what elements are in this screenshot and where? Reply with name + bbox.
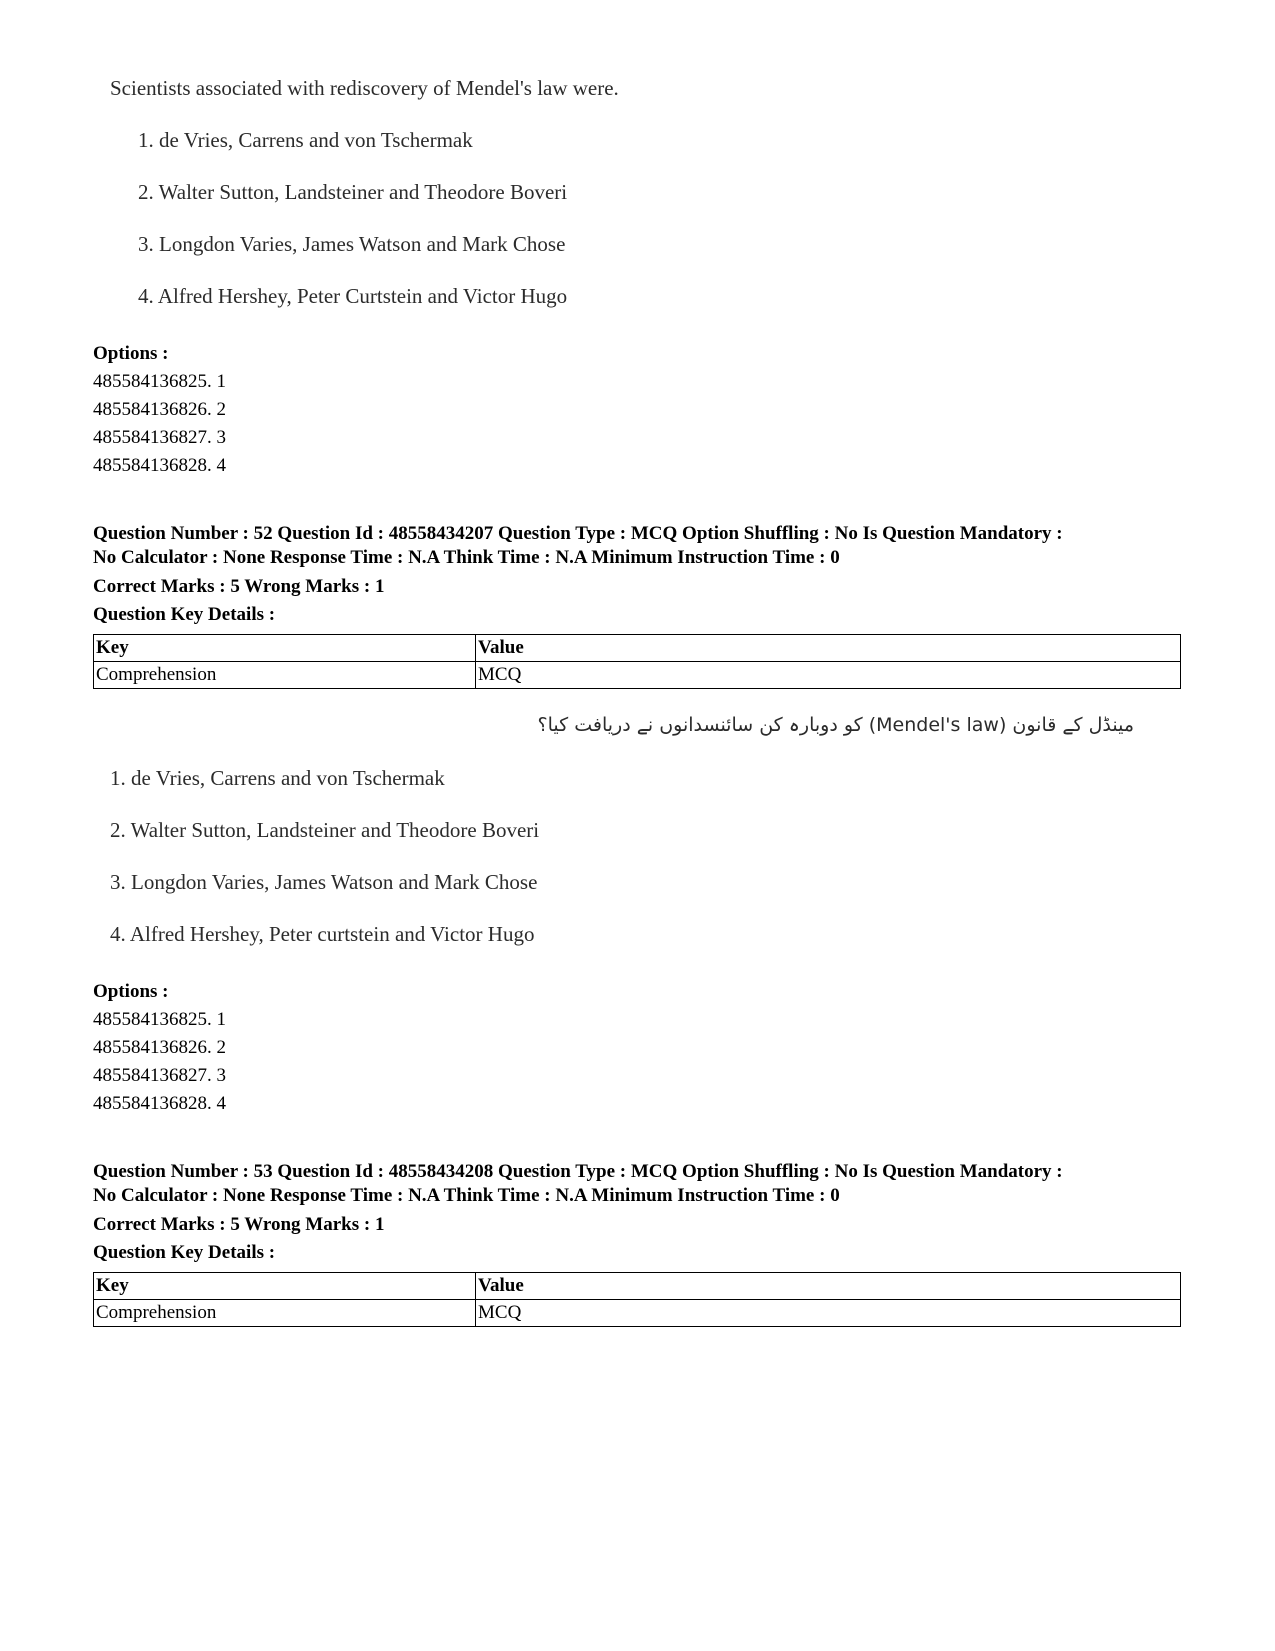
q53-table-header-key: Key <box>94 1273 476 1300</box>
q53-meta-line-2: No Calculator : None Response Time : N.A Think Time : N.A Minimum Instruction Time : 0 <box>93 1185 840 1206</box>
q51-option-4: 485584136828. 4 <box>93 455 226 476</box>
q52-choice-3: 3. Longdon Varies, James Watson and Mark Chose <box>110 870 538 894</box>
q51-choice-2: 2. Walter Sutton, Landsteiner and Theodore Boveri <box>138 180 568 204</box>
q52-choice-2: 2. Walter Sutton, Landsteiner and Theodore Boveri <box>110 818 540 842</box>
table-row <box>94 635 1181 662</box>
q53-marks: Correct Marks : 5 Wrong Marks : 1 <box>93 1214 385 1235</box>
q51-option-1: 485584136825. 1 <box>93 371 226 392</box>
q51-option-2: 485584136826. 2 <box>93 399 226 420</box>
table-row <box>94 662 1181 689</box>
q52-marks: Correct Marks : 5 Wrong Marks : 1 <box>93 576 385 597</box>
q51-choice-4: 4. Alfred Hershey, Peter Curtstein and Victor Hugo <box>138 284 568 308</box>
q52-option-1: 485584136825. 1 <box>93 1009 226 1030</box>
q52-table-cell-value: MCQ <box>476 662 1181 689</box>
q52-table-cell-key: Comprehension <box>94 662 476 689</box>
q51-choice-3: 3. Longdon Varies, James Watson and Mark Chose <box>138 232 566 256</box>
q52-option-2: 485584136826. 2 <box>93 1037 226 1058</box>
q51-choice-1: 1. de Vries, Carrens and von Tschermak <box>138 128 473 152</box>
q53-table-cell-value: MCQ <box>476 1300 1181 1327</box>
q52-urdu-question-text: مینڈل کے قانون (Mendel's law) کو دوبارہ کن سائنسدانوں نے دریافت کیا؟ <box>537 714 1134 736</box>
q52-option-3: 485584136827. 3 <box>93 1065 226 1086</box>
q52-table-header-value: Value <box>476 635 1181 662</box>
q52-option-4: 485584136828. 4 <box>93 1093 226 1114</box>
q51-options-label: Options : <box>93 343 169 364</box>
q52-meta-line-1: Question Number : 52 Question Id : 48558434207 Question Type : MCQ Option Shuffling : No Is Question Mandatory : <box>93 523 1063 544</box>
q53-key-table <box>93 1272 1181 1327</box>
q53-table-header-value: Value <box>476 1273 1181 1300</box>
q53-meta-line-1: Question Number : 53 Question Id : 48558434208 Question Type : MCQ Option Shuffling : No Is Question Mandatory : <box>93 1161 1063 1182</box>
q52-meta-line-2: No Calculator : None Response Time : N.A Think Time : N.A Minimum Instruction Time : 0 <box>93 547 840 568</box>
q53-table-cell-key: Comprehension <box>94 1300 476 1327</box>
table-row <box>94 1273 1181 1300</box>
q52-table-header-key: Key <box>94 635 476 662</box>
q53-key-details-label: Question Key Details : <box>93 1242 276 1263</box>
q52-options-label: Options : <box>93 981 169 1002</box>
q52-choice-1: 1. de Vries, Carrens and von Tschermak <box>110 766 445 790</box>
q51-option-3: 485584136827. 3 <box>93 427 226 448</box>
table-row <box>94 1300 1181 1327</box>
q51-question-text: Scientists associated with rediscovery of Mendel's law were. <box>110 76 619 100</box>
q52-key-details-label: Question Key Details : <box>93 604 276 625</box>
q52-key-table <box>93 634 1181 689</box>
q52-choice-4: 4. Alfred Hershey, Peter curtstein and Victor Hugo <box>110 922 535 946</box>
